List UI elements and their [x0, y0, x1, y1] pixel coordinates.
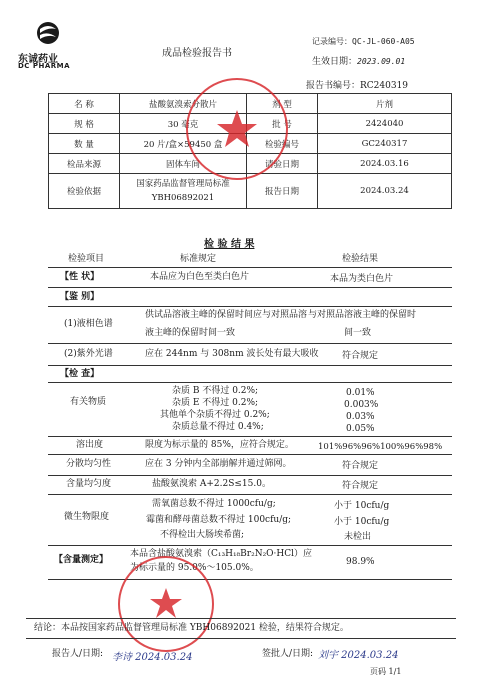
- reporter-label: 报告人/日期:: [52, 649, 104, 659]
- report-date-label: 报告日期: [247, 174, 318, 209]
- issuer-label: 签批人/日期:: [262, 649, 314, 659]
- uniformity-label: 含量均匀度: [66, 479, 112, 489]
- check-number-value: GC240317: [318, 134, 452, 154]
- source-label: 检品来源: [49, 154, 120, 174]
- uniformity-standard: 盐酸氨溴索 A+2.2S≤15.0。: [152, 479, 271, 489]
- hplc-standard-line-2: 液主峰的保留时间一致: [145, 328, 236, 338]
- company-name-en: DC PHARMA: [18, 62, 71, 70]
- uniformity-result: 符合规定: [342, 481, 379, 491]
- hplc-result-line-2: 间一致: [344, 328, 372, 338]
- report-number-row: [306, 82, 408, 91]
- quality-stamp-top: [186, 78, 288, 180]
- check-label: 【检 查】: [60, 369, 100, 379]
- dissolution-label: 溶出度: [76, 440, 104, 450]
- dispersion-result: 符合规定: [342, 461, 379, 471]
- name-label: 名 称: [49, 94, 120, 114]
- report-date-value: 2024.03.24: [318, 174, 452, 209]
- divider: [48, 287, 452, 288]
- assay-result: 98.9%: [346, 557, 375, 567]
- impurity-b-result: 0.01%: [346, 388, 375, 398]
- column-standard-header: 标准规定: [180, 254, 217, 264]
- assay-standard-line-2: 为标示量的 95.0%～105.0%。: [130, 563, 259, 573]
- quantity-label: 数 量: [49, 134, 120, 154]
- divider: [48, 382, 452, 383]
- traits-label: 【性 状】: [60, 272, 100, 282]
- microbial-aerobic-result: 小于 10cfu/g: [334, 501, 390, 511]
- microbial-label: 微生物限度: [64, 512, 110, 522]
- microbial-aerobic-standard: 需氧菌总数不得过 1000cfu/g;: [152, 499, 276, 509]
- divider: [48, 343, 452, 344]
- impurity-total-result: 0.05%: [346, 424, 375, 434]
- impurity-b-standard: 杂质 B 不得过 0.2%;: [172, 386, 259, 396]
- basis-value-line-1: 国家药品监督管理局标准: [136, 178, 230, 189]
- effective-date-label: 生效日期：: [312, 57, 358, 67]
- impurity-e-standard: 杂质 E 不得过 0.2%;: [172, 398, 259, 408]
- batch-value: 2424040: [318, 114, 452, 134]
- uv-standard: 应在 244nm 与 308nm 波长处有最大吸收: [145, 349, 319, 359]
- reporter-signature: 李诗 2024.03.24: [112, 652, 193, 663]
- company-name-cn: 东诚药业: [18, 54, 58, 65]
- stamp-star-icon: [120, 558, 212, 650]
- impurity-single-standard: 其他单个杂质不得过 0.2%;: [160, 410, 270, 420]
- logo-mark-icon: [26, 20, 66, 48]
- divider: [48, 579, 452, 580]
- divider: [48, 267, 452, 268]
- dosage-label: 剂 型: [247, 94, 318, 114]
- spec-value: 30 毫克: [120, 114, 247, 134]
- record-number: 记录编号：QC-JL-060-A05: [312, 37, 415, 46]
- divider: [48, 545, 452, 546]
- microbial-fungi-standard: 霉菌和酵母菌总数不得过 100cfu/g;: [146, 515, 292, 525]
- microbial-fungi-result: 小于 10cfu/g: [334, 517, 390, 527]
- impurity-e-result: 0.003%: [344, 400, 379, 410]
- request-date-value: 2024.03.16: [318, 154, 452, 174]
- divider: [48, 454, 452, 455]
- request-date-label: 请验日期: [247, 154, 318, 174]
- source-value: 固体车间: [120, 154, 247, 174]
- effective-date-row: [312, 58, 405, 67]
- hplc-result-line-1: 与对照品溶液主峰的保留时: [308, 310, 417, 320]
- divider: [48, 306, 452, 307]
- column-item-header: 检验项目: [68, 254, 105, 264]
- impurity-label: 有关物质: [70, 397, 107, 407]
- assay-standard-line-1: 本品含盐酸氨溴索（C₁₃H₁₈Br₂N₂O·HCl）应: [130, 549, 313, 559]
- assay-label: 【含量测定】: [54, 555, 109, 565]
- divider: [48, 475, 452, 476]
- check-number-label: 检验编号: [247, 134, 318, 154]
- company-logo: [26, 20, 66, 48]
- divider: [48, 436, 452, 437]
- dosage-value: 片剂: [318, 94, 452, 114]
- microbial-ecoli-result: 未检出: [344, 532, 372, 542]
- microbial-ecoli-standard: 不得检出大肠埃希菌;: [160, 530, 245, 540]
- impurity-total-standard: 杂质总量不得过 0.4%;: [172, 422, 264, 432]
- impurity-single-result: 0.03%: [346, 412, 375, 422]
- uv-result: 符合规定: [342, 351, 379, 361]
- report-title: 成品检验报告书: [162, 48, 232, 59]
- traits-standard: 本品应为白色至类白色片: [150, 272, 250, 282]
- divider: [26, 638, 456, 639]
- divider: [48, 494, 452, 495]
- table-row: [49, 174, 452, 209]
- quantity-value: 20 片/盒×59450 盒: [120, 134, 247, 154]
- results-title: 检 验 结 果: [204, 239, 255, 250]
- name-value: 盐酸氨溴索分散片: [120, 94, 247, 114]
- divider: [48, 365, 452, 366]
- traits-result: 本品为类白色片: [330, 274, 394, 284]
- issuer-signature: 刘宇 2024.03.24: [318, 650, 399, 661]
- identification-label: 【鉴 别】: [60, 292, 100, 302]
- report-number-label: 报告书编号：: [306, 81, 361, 91]
- hplc-standard-line-1: 供试品溶液主峰的保留时间应与对照品溶: [145, 310, 308, 320]
- divider: [26, 618, 456, 619]
- dispersion-label: 分散均匀性: [66, 459, 112, 469]
- uv-label: (2)紫外光谱: [64, 349, 113, 359]
- batch-label: 批 号: [247, 114, 318, 134]
- conclusion: 结论：本品按国家药品监督管理局标准 YBH06892021 检验，结果符合规定。: [34, 623, 349, 633]
- effective-date: 2023.09.01: [357, 57, 406, 66]
- stamp-star-icon: [188, 80, 286, 178]
- basis-value-line-2: YBH06892021: [151, 193, 215, 203]
- report-number: RC240319: [360, 81, 409, 91]
- column-result-header: 检验结果: [342, 254, 379, 264]
- page-number: 页码 1/1: [370, 667, 402, 676]
- spec-label: 规 格: [49, 114, 120, 134]
- dispersion-standard: 应在 3 分钟内全部崩解并通过筛网。: [145, 459, 292, 469]
- dissolution-standard: 限度为标示量的 85%，应符合规定。: [145, 440, 294, 450]
- hplc-label: (1)液相色谱: [64, 319, 113, 329]
- basis-label: 检验依据: [49, 174, 120, 209]
- dissolution-result: 101%96%96%100%96%98%: [318, 442, 443, 452]
